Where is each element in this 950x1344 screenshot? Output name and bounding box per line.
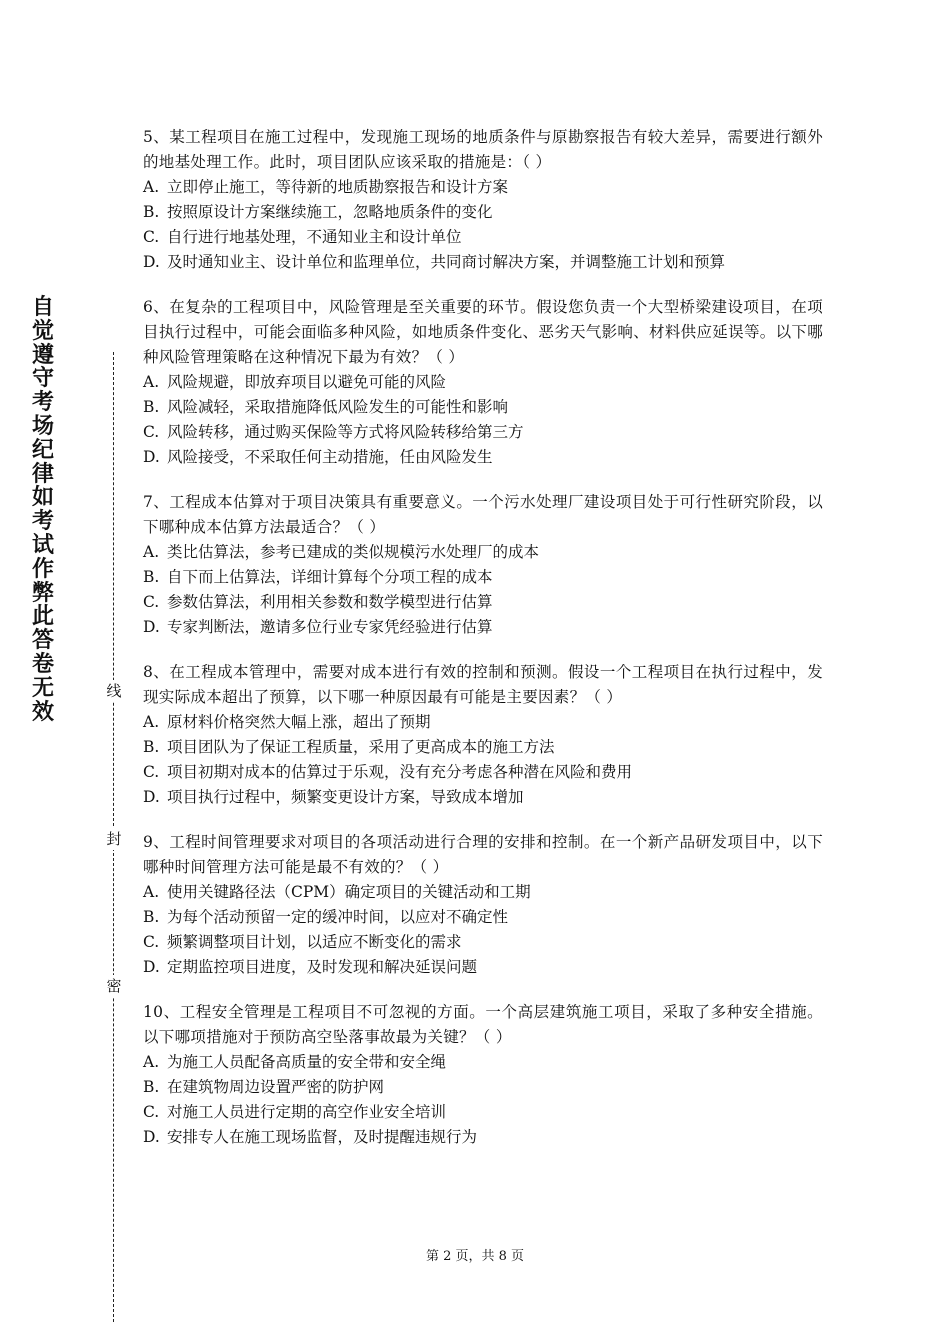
question-7 — [143, 490, 823, 640]
question-stem: 5、某工程项目在施工过程中，发现施工现场的地质条件与原勘察报告有较大差异，需要进行额外的地基处理工作。此时，项目团队应该采取的措施是：（ ） — [143, 128, 823, 171]
option-a[interactable]: A. 原材料价格突然大幅上涨，超出了预期 — [143, 713, 431, 731]
option-a[interactable]: A. 风险规避，即放弃项目以避免可能的风险 — [143, 373, 447, 391]
option-d[interactable]: D. 及时通知业主、设计单位和监理单位，共同商讨解决方案，并调整施工计划和预算 — [143, 253, 726, 271]
option-c[interactable]: C. 自行进行地基处理，不通知业主和设计单位 — [143, 228, 462, 246]
option-b[interactable]: B. 为每个活动预留一定的缓冲时间，以应对不确定性 — [143, 908, 509, 926]
seal-label-seal: 封 — [104, 828, 124, 850]
seal-label-line: 线 — [104, 680, 124, 702]
option-d[interactable]: D. 风险接受，不采取任何主动措施，任由风险发生 — [143, 448, 493, 466]
option-b[interactable]: B. 按照原设计方案继续施工，忽略地质条件的变化 — [143, 203, 493, 221]
question-8 — [143, 660, 823, 810]
option-d[interactable]: D. 安排专人在施工现场监督，及时提醒违规行为 — [143, 1128, 478, 1146]
option-c[interactable]: C. 对施工人员进行定期的高空作业安全培训 — [143, 1103, 447, 1121]
question-stem: 6、在复杂的工程项目中，风险管理是至关重要的环节。假设您负责一个大型桥梁建设项目，在项目执行过程中，可能会面临多种风险，如地质条件变化、恶劣天气影响、材料供应延误等。以下哪种风险管理策略在这种情况下最为有效？（ ） — [143, 298, 823, 366]
question-9 — [143, 830, 823, 980]
option-b[interactable]: B. 风险减轻，采取措施降低风险发生的可能性和影响 — [143, 398, 509, 416]
option-d[interactable]: D. 项目执行过程中，频繁变更设计方案，导致成本增加 — [143, 788, 524, 806]
question-6 — [143, 295, 823, 470]
question-stem: 7、工程成本估算对于项目决策具有重要意义。一个污水处理厂建设项目处于可行性研究阶段，以下哪种成本估算方法最适合？（ ） — [143, 493, 823, 536]
question-list — [143, 125, 823, 1170]
option-c[interactable]: C. 参数估算法，利用相关参数和数学模型进行估算 — [143, 593, 493, 611]
seal-label-secret: 密 — [104, 975, 124, 997]
option-d[interactable]: D. 定期监控项目进度，及时发现和解决延误问题 — [143, 958, 478, 976]
question-stem: 8、在工程成本管理中，需要对成本进行有效的控制和预测。假设一个工程项目在执行过程中，发现实际成本超出了预算，以下哪一种原因最有可能是主要因素？（ ） — [143, 663, 823, 706]
option-b[interactable]: B. 自下而上估算法，详细计算每个分项工程的成本 — [143, 568, 493, 586]
question-stem: 9、工程时间管理要求对项目的各项活动进行合理的安排和控制。在一个新产品研发项目中，以下哪种时间管理方法可能是最不有效的？（ ） — [143, 833, 823, 876]
option-a[interactable]: A. 为施工人员配备高质量的安全带和安全绳 — [143, 1053, 447, 1071]
question-10 — [143, 1000, 823, 1150]
question-stem: 10、工程安全管理是工程项目不可忽视的方面。一个高层建筑施工项目，采取了多种安全措施。以下哪项措施对于预防高空坠落事故最为关键？（ ） — [143, 1003, 823, 1046]
page-number: 第 2 页，共 8 页 — [425, 1249, 525, 1264]
exam-discipline-warning: 自觉遵守考场纪律如考试作弊此答卷无效 — [31, 295, 54, 725]
option-b[interactable]: B. 在建筑物周边设置严密的防护网 — [143, 1078, 385, 1096]
option-d[interactable]: D. 专家判断法，邀请多位行业专家凭经验进行估算 — [143, 618, 493, 636]
option-b[interactable]: B. 项目团队为了保证工程质量，采用了更高成本的施工方法 — [143, 738, 555, 756]
option-a[interactable]: A. 类比估算法，参考已建成的类似规模污水处理厂的成本 — [143, 543, 540, 561]
option-a[interactable]: A. 立即停止施工，等待新的地质勘察报告和设计方案 — [143, 178, 509, 196]
option-c[interactable]: C. 频繁调整项目计划，以适应不断变化的需求 — [143, 933, 462, 951]
option-c[interactable]: C. 风险转移，通过购买保险等方式将风险转移给第三方 — [143, 423, 524, 441]
option-a[interactable]: A. 使用关键路径法（CPM）确定项目的关键活动和工期 — [143, 883, 531, 901]
question-5 — [143, 125, 823, 275]
option-c[interactable]: C. 项目初期对成本的估算过于乐观，没有充分考虑各种潜在风险和费用 — [143, 763, 633, 781]
